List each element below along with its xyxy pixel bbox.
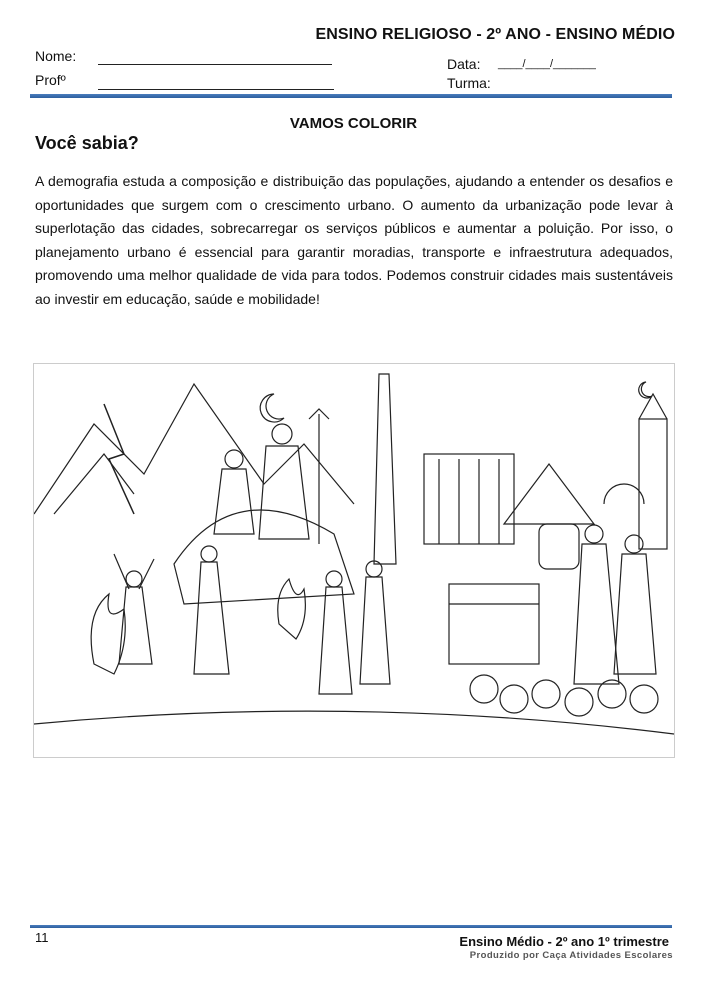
page-number: 11 <box>35 930 49 945</box>
coloring-line-art-icon <box>34 364 674 757</box>
teacher-line[interactable] <box>98 89 334 90</box>
class-label: Turma: <box>447 75 491 91</box>
footer-producer: Produzido por Caça Atividades Escolares <box>469 950 673 961</box>
name-line[interactable] <box>98 64 332 65</box>
date-label: Data: <box>447 56 481 72</box>
teacher-label: Profº <box>35 72 66 88</box>
footer-course: Ensino Médio - 2º ano 1º trimestre <box>459 934 669 949</box>
name-label: Nome: <box>35 48 77 64</box>
section-title: VAMOS COLORIR <box>289 115 418 132</box>
footer-divider <box>30 925 672 928</box>
coloring-illustration <box>33 363 675 758</box>
subheading: Você sabia? <box>35 133 139 153</box>
header-title: ENSINO RELIGIOSO - 2º ANO - ENSINO MÉDIO <box>315 26 675 43</box>
date-blank[interactable]: ____/____/_______ <box>498 58 596 70</box>
body-paragraph: A demografia estuda a composição e distribuição das populações, ajudando a entender os desafios e oportunidades que surgem com o crescimento urbano. O aumento da urbanização pode levar à superlotação das cidades, sobrecarregar os serviços públicos e aumentar a poluição. Por isso, o planejamento urbano é essencial para garantir moradias, transporte e infraestrutura adequados, promovendo uma melhor qualidade de vida para todos. Podemos construir cidades mais sustentáveis ao investir em educação, saúde e mobilidade! <box>35 173 673 307</box>
header-divider <box>30 94 672 98</box>
